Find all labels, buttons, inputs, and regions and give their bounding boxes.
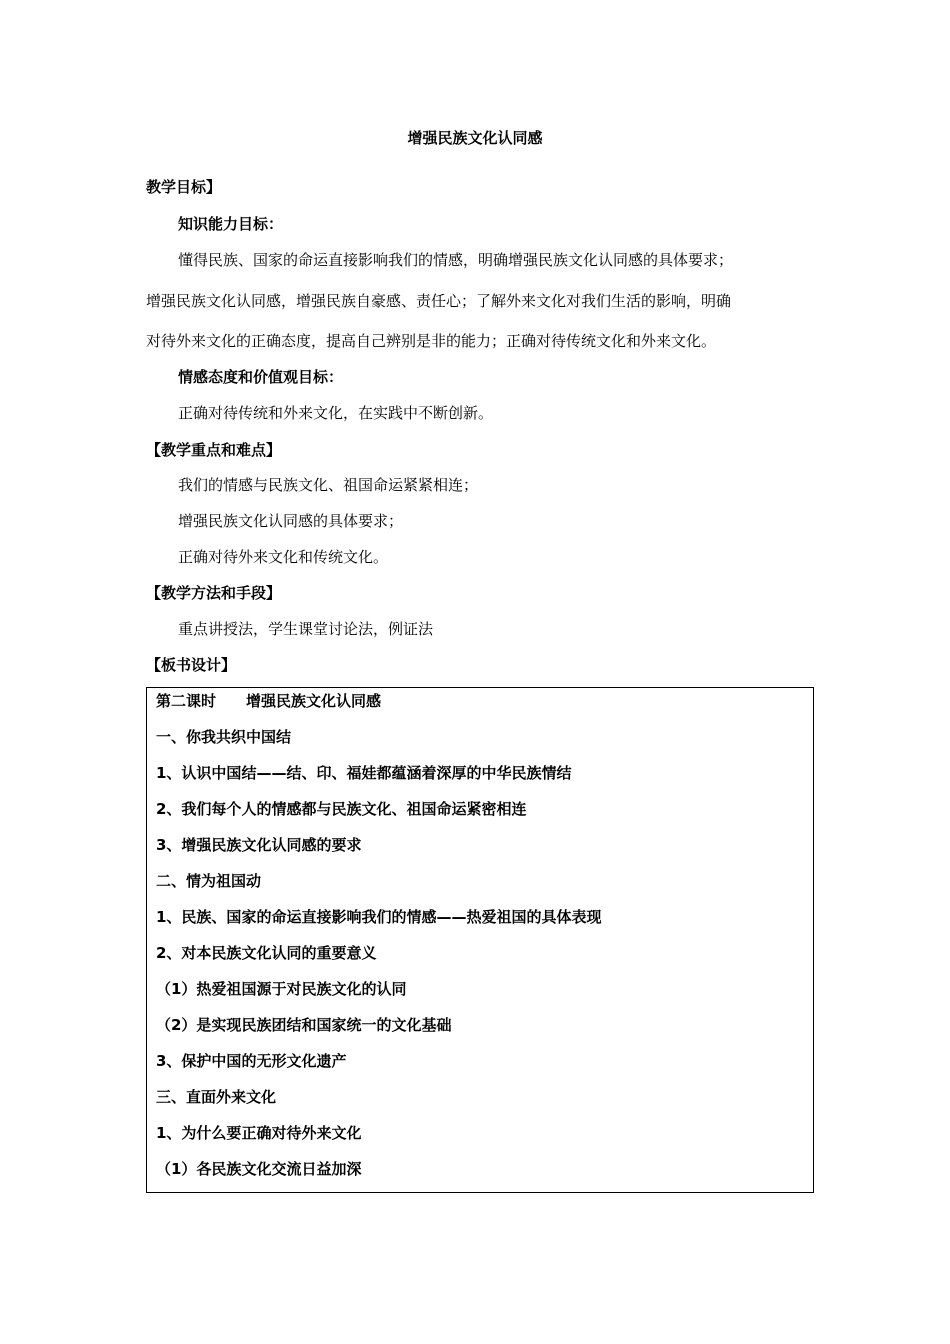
board-line: 1、为什么要正确对待外来文化 [156,1124,362,1142]
board-design-box [146,687,814,1193]
attitude-line: 正确对待传统和外来文化，在实践中不断创新。 [178,404,494,422]
board-line: 二、情为祖国动 [156,872,262,890]
key-point-item: 我们的情感与民族文化、祖国命运紧紧相连； [178,476,479,494]
knowledge-line: 对待外来文化的正确态度，提高自己辨别是非的能力；正确对待传统文化和外来文化。 [146,332,717,350]
knowledge-line: 懂得民族、国家的命运直接影响我们的情感，明确增强民族文化认同感的具体要求； [178,251,734,269]
knowledge-line: 增强民族文化认同感，增强民族自豪感、责任心；了解外来文化对我们生活的影响，明确 [146,292,732,310]
board-line: 2、我们每个人的情感都与民族文化、祖国命运紧密相连 [156,800,527,818]
board-line: 3、保护中国的无形文化遗产 [156,1052,347,1070]
board-heading: 【板书设计】 [146,656,237,674]
board-line: 1、认识中国结——结、印、福娃都蕴涵着深厚的中华民族情结 [156,764,572,782]
board-line: 三、直面外来文化 [156,1088,277,1106]
methods-heading: 【教学方法和手段】 [146,584,282,602]
key-point-item: 增强民族文化认同感的具体要求； [178,512,404,530]
board-line: 1、民族、国家的命运直接影响我们的情感——热爱祖国的具体表现 [156,908,602,926]
board-line: （2）是实现民族团结和国家统一的文化基础 [156,1016,452,1034]
board-line: （1）各民族文化交流日益加深 [156,1160,362,1178]
page-title: 增强民族文化认同感 [407,129,543,147]
attitude-heading: 情感态度和价值观目标： [178,368,344,386]
board-line: 2、对本民族文化认同的重要意义 [156,944,377,962]
goals-heading: 教学目标】 [146,178,222,196]
board-line: （1）热爱祖国源于对民族文化的认同 [156,980,407,998]
board-line: 3、增强民族文化认同感的要求 [156,836,362,854]
knowledge-heading: 知识能力目标： [178,215,284,233]
board-line: 第二课时 增强民族文化认同感 [156,692,382,710]
board-line: 一、你我共织中国结 [156,728,292,746]
key-points-heading: 【教学重点和难点】 [146,441,282,459]
methods-line: 重点讲授法，学生课堂讨论法，例证法 [178,620,434,638]
key-point-item: 正确对待外来文化和传统文化。 [178,548,389,566]
